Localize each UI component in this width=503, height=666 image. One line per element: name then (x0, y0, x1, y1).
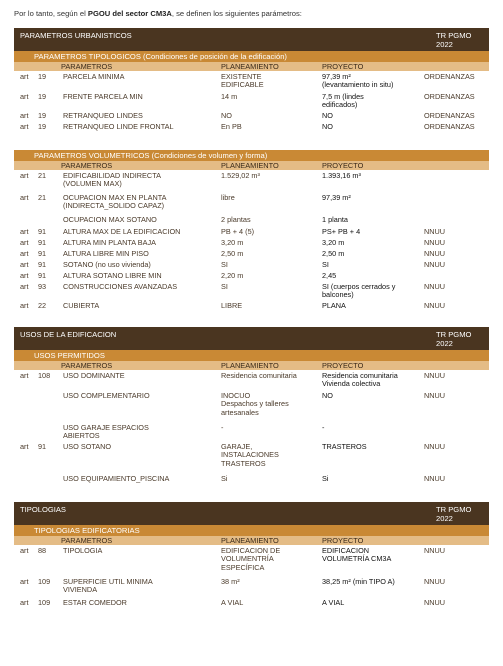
cell-proyecto: Residencia comunitaria Vivienda colectiva (322, 371, 398, 389)
cell-art: art (20, 260, 29, 269)
cell-proyecto: SI (cuerpos cerrados y balcones) (322, 282, 396, 300)
section-header (14, 502, 489, 525)
table-row (14, 170, 489, 192)
section-tipologias (14, 502, 489, 608)
cell-proyecto: PLANA (322, 301, 346, 310)
cell-parametro: ALTURA SOTANO LIBRE MIN (63, 271, 162, 280)
cell-article-number: 91 (38, 260, 47, 269)
subsection-header: TIPOLOGIAS EDIFICATORIAS (14, 525, 489, 536)
cell-planeamiento: SI (221, 260, 228, 269)
section-parametros-volumetricos (14, 150, 489, 311)
cell-planeamiento: 3,20 m (221, 238, 244, 247)
col-proyecto: PROYECTO (322, 536, 364, 545)
cell-proyecto: 7,5 m (lindes edificados) (322, 92, 364, 110)
intro-text (14, 9, 302, 18)
column-header (14, 161, 489, 170)
cell-parametro: SUPERFICIE UTIL MINIMA VIVIENDA (63, 577, 153, 595)
cell-normativa: NNUU (424, 546, 446, 555)
col-planeamiento: PLANEAMIENTO (221, 62, 279, 71)
cell-planeamiento: GARAJE, INSTALACIONES TRASTEROS (221, 442, 279, 468)
cell-planeamiento: EDIFICACION DE VOLUMENTRÍA ESPECÍFICA (221, 546, 281, 572)
table-row (14, 91, 489, 110)
cell-art: art (20, 227, 29, 236)
column-header (14, 62, 489, 71)
section-header (14, 327, 489, 350)
cell-normativa: NNUU (424, 577, 446, 586)
section-title: USOS DE LA EDIFICACION (20, 330, 117, 339)
right-line-1: TR PGMO (436, 505, 472, 514)
section-title: TIPOLOGIAS (20, 505, 66, 514)
right-line-1: TR PGMO (436, 330, 472, 339)
subsection-header: USOS PERMITIDOS (14, 350, 489, 361)
cell-normativa: NNUU (424, 391, 446, 400)
cell-article-number: 91 (38, 249, 47, 258)
cell-normativa: NNUU (424, 227, 446, 236)
cell-planeamiento: 14 m (221, 92, 238, 101)
section-right-label (436, 330, 471, 348)
col-planeamiento: PLANEAMIENTO (221, 161, 279, 170)
cell-parametro: PARCELA MINIMA (63, 72, 125, 81)
table-row (14, 110, 489, 121)
section-right-label (436, 31, 471, 49)
cell-parametro: RETRANQUEO LINDES (63, 111, 143, 120)
cell-proyecto: 38,25 m² (min TIPO A) (322, 577, 395, 586)
table-row (14, 545, 489, 576)
right-line-2: 2022 (436, 40, 453, 49)
cell-planeamiento: NO (221, 111, 232, 120)
right-line-2: 2022 (436, 514, 453, 523)
table-row (14, 71, 489, 91)
cell-planeamiento: INOCUO Despachos y talleres artesanales (221, 391, 289, 417)
cell-parametro: CONSTRUCCIONES AVANZADAS (63, 282, 178, 291)
cell-proyecto: TRASTEROS (322, 442, 367, 451)
cell-normativa: NNUU (424, 371, 446, 380)
cell-parametro: CUBIERTA (63, 301, 100, 310)
cell-art: art (20, 301, 29, 310)
table-row (14, 576, 489, 597)
cell-article-number: 21 (38, 193, 47, 202)
table-row (14, 597, 489, 608)
table-row (14, 237, 489, 248)
cell-proyecto: Si (322, 474, 329, 483)
cell-proyecto: 1.393,16 m³ (322, 171, 361, 180)
section-parametros-urbanisticos (14, 28, 489, 132)
cell-planeamiento: SI (221, 282, 228, 291)
cell-proyecto: 97,39 m² (322, 193, 351, 202)
cell-article-number: 19 (38, 122, 47, 131)
col-parametros: PARAMETROS (61, 361, 113, 370)
section-usos-edificacion (14, 327, 489, 485)
col-planeamiento: PLANEAMIENTO (221, 536, 279, 545)
cell-normativa: ORDENANZAS (424, 111, 475, 120)
cell-proyecto: 97,39 m² (levantamiento in situ) (322, 72, 394, 90)
cell-parametro: USO GARAJE ESPACIOS ABIERTOS (63, 423, 149, 441)
cell-article-number: 19 (38, 92, 47, 101)
intro-bold: PGOU del sector CM3A (87, 9, 172, 18)
cell-art: art (20, 72, 29, 81)
cell-article-number: 109 (38, 577, 51, 586)
cell-normativa: NNUU (424, 474, 446, 483)
cell-normativa: ORDENANZAS (424, 92, 475, 101)
subsection-header: PARAMETROS TIPOLOGICOS (Condiciones de posición de la edificación) (14, 51, 489, 62)
cell-planeamiento: PB + 4 (5) (221, 227, 255, 236)
cell-planeamiento: 2,50 m (221, 249, 244, 258)
cell-article-number: 108 (38, 371, 51, 380)
cell-article-number: 91 (38, 227, 47, 236)
cell-art: art (20, 442, 29, 451)
cell-proyecto: 2,45 (322, 271, 337, 280)
cell-planeamiento: A VIAL (221, 598, 244, 607)
cell-art: art (20, 598, 29, 607)
column-header (14, 361, 489, 370)
cell-art: art (20, 371, 29, 380)
cell-art: art (20, 271, 29, 280)
table-row (14, 441, 489, 473)
col-proyecto: PROYECTO (322, 361, 364, 370)
section-right-label (436, 505, 471, 523)
cell-planeamiento: Si (221, 474, 228, 483)
cell-article-number: 91 (38, 442, 47, 451)
cell-planeamiento: 2 plantas (221, 215, 251, 224)
cell-art: art (20, 171, 29, 180)
cell-proyecto: NO (322, 391, 333, 400)
cell-art: art (20, 92, 29, 101)
cell-parametro: RETRANQUEO LINDE FRONTAL (63, 122, 174, 131)
right-line-2: 2022 (436, 339, 453, 348)
cell-art: art (20, 577, 29, 586)
cell-proyecto: EDIFICACION VOLUMETRÍA CM3A (322, 546, 392, 564)
table-row (14, 390, 489, 422)
cell-normativa: NNUU (424, 598, 446, 607)
col-parametros: PARAMETROS (61, 161, 113, 170)
cell-proyecto: 2,50 m (322, 249, 345, 258)
cell-normativa: NNUU (424, 442, 446, 451)
table-row (14, 248, 489, 259)
cell-art: art (20, 249, 29, 258)
cell-planeamiento: 1.529,02 m³ (221, 171, 260, 180)
cell-proyecto: 1 planta (322, 215, 348, 224)
cell-proyecto: NO (322, 111, 333, 120)
cell-planeamiento: EXISTENTE EDIFICABLE (221, 72, 264, 90)
cell-article-number: 91 (38, 271, 47, 280)
cell-proyecto: 3,20 m (322, 238, 345, 247)
table-row (14, 121, 489, 132)
cell-art: art (20, 111, 29, 120)
cell-article-number: 93 (38, 282, 47, 291)
cell-parametro: ESTAR COMEDOR (63, 598, 127, 607)
table-row (14, 281, 489, 300)
table-row (14, 259, 489, 270)
cell-normativa: NNUU (424, 260, 446, 269)
cell-proyecto: - (322, 423, 325, 432)
cell-parametro: ALTURA MIN PLANTA BAJA (63, 238, 156, 247)
right-line-1: TR PGMO (436, 31, 472, 40)
cell-planeamiento: 2,20 m (221, 271, 244, 280)
cell-normativa: NNUU (424, 249, 446, 258)
table-row (14, 370, 489, 390)
cell-art: art (20, 546, 29, 555)
table-row (14, 226, 489, 237)
cell-normativa: NNUU (424, 301, 446, 310)
column-header (14, 536, 489, 545)
cell-article-number: 19 (38, 72, 47, 81)
cell-proyecto: NO (322, 122, 333, 131)
cell-proyecto: PS+ PB + 4 (322, 227, 361, 236)
col-proyecto: PROYECTO (322, 161, 364, 170)
cell-parametro: FRENTE PARCELA MIN (63, 92, 143, 101)
cell-planeamiento: En PB (221, 122, 242, 131)
cell-article-number: 91 (38, 238, 47, 247)
cell-art: art (20, 122, 29, 131)
cell-parametro: USO SOTANO (63, 442, 112, 451)
cell-parametro: OCUPACION MAX SOTANO (63, 215, 157, 224)
cell-planeamiento: Residencia comunitaria (221, 371, 297, 380)
cell-proyecto: SI (322, 260, 329, 269)
cell-parametro: OCUPACION MAX EN PLANTA (INDIRECTA_SOLIDO CAPAZ) (63, 193, 167, 211)
cell-proyecto: A VIAL (322, 598, 345, 607)
section-header (14, 28, 489, 51)
intro-prefix: Por lo tanto, según el (14, 9, 88, 18)
cell-parametro: TIPOLOGIA (63, 546, 103, 555)
cell-planeamiento: - (221, 423, 224, 432)
cell-art: art (20, 238, 29, 247)
col-planeamiento: PLANEAMIENTO (221, 361, 279, 370)
table-row (14, 300, 489, 311)
cell-art: art (20, 193, 29, 202)
cell-normativa: ORDENANZAS (424, 122, 475, 131)
cell-normativa: NNUU (424, 282, 446, 291)
cell-planeamiento: 38 m² (221, 577, 240, 586)
table-row (14, 214, 489, 226)
cell-parametro: USO DOMINANTE (63, 371, 125, 380)
intro-suffix: , se definen los siguientes parámetros: (171, 9, 302, 18)
table-body (14, 545, 489, 608)
cell-parametro: EDIFICABILIDAD INDIRECTA (VOLUMEN MAX) (63, 171, 161, 189)
table-body (14, 71, 489, 132)
cell-parametro: USO COMPLEMENTARIO (63, 391, 150, 400)
cell-parametro: ALTURA LIBRE MIN PISO (63, 249, 149, 258)
table-row (14, 422, 489, 441)
cell-parametro: ALTURA MAX DE LA EDIFICACION (63, 227, 181, 236)
col-parametros: PARAMETROS (61, 62, 113, 71)
subsection-header: PARAMETROS VOLUMETRICOS (Condiciones de volumen y forma) (14, 150, 489, 161)
table-body (14, 170, 489, 311)
cell-article-number: 22 (38, 301, 47, 310)
cell-article-number: 19 (38, 111, 47, 120)
cell-parametro: SOTANO (no uso vivienda) (63, 260, 151, 269)
table-row (14, 192, 489, 214)
col-parametros: PARAMETROS (61, 536, 113, 545)
cell-planeamiento: LIBRE (221, 301, 243, 310)
col-proyecto: PROYECTO (322, 62, 364, 71)
cell-article-number: 88 (38, 546, 47, 555)
table-row (14, 473, 489, 485)
table-body (14, 370, 489, 485)
section-title: PARAMETROS URBANISTICOS (20, 31, 132, 40)
cell-parametro: USO EQUIPAMIENTO_PISCINA (63, 474, 170, 483)
table-row (14, 270, 489, 281)
cell-art: art (20, 282, 29, 291)
cell-normativa: ORDENANZAS (424, 72, 475, 81)
cell-planeamiento: libre (221, 193, 235, 202)
cell-normativa: NNUU (424, 238, 446, 247)
cell-article-number: 109 (38, 598, 51, 607)
cell-article-number: 21 (38, 171, 47, 180)
